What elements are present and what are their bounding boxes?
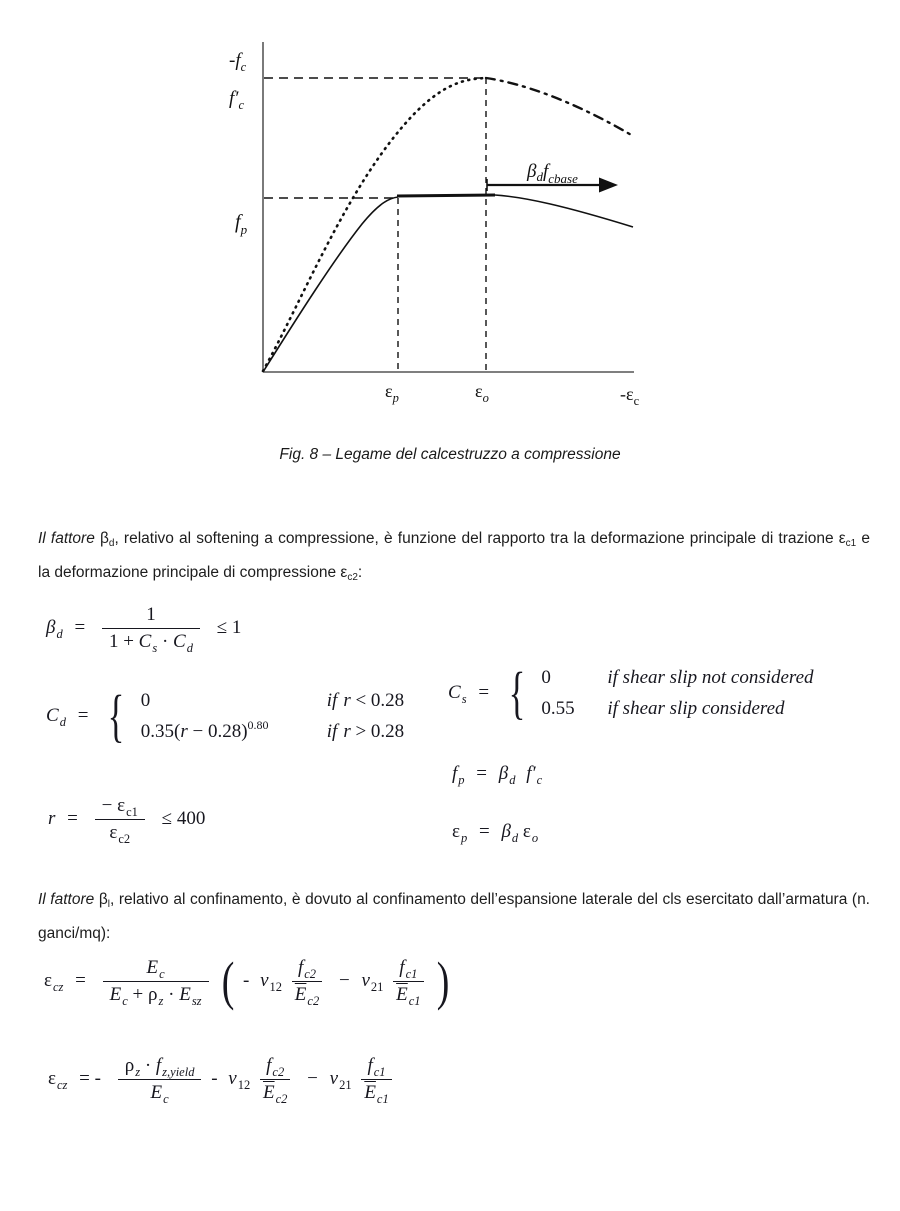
formula-eps-cz-1: $\varepsilon_{cz}$ = $\frac{E_c}{E_c + \rho_z \cdot E_{sz}}$ ( - $\nu_{12}$ $\frac{f_{c2}}{\overline{E}_{c2}}$ − $\nu_{21}$ $\frac{f_{c1}}{\overline{E}_{c1}}$ ) xyxy=(44,950,450,1011)
y-axis-label-fc: $-f_c$ xyxy=(229,50,247,74)
formula-f-p: $f_p = \beta_d$ $f'_c$ xyxy=(452,763,543,787)
x-label-eps-o: $\varepsilon_o$ xyxy=(475,381,489,405)
paragraph-lead: Il fattore xyxy=(38,530,100,547)
softened-curve-rising xyxy=(263,197,398,372)
fraction-fc2: $\frac{f_{c2}}{\overline{E}_{c2}}$ xyxy=(292,957,322,1006)
formula-r: r = $\frac{- \varepsilon_{c1}}{\varepsilon_{c2}}$ ≤ 400 xyxy=(48,795,206,846)
paragraph-softening-factor: Il fattore βd, relativo al softening a compressione, è funzione del rapporto tra la deformazione principale di trazione εc1 e la deformazione principale di compressione εc2: xyxy=(38,530,870,583)
figure-caption: Fig. 8 – Legame del calcestruzzo a compressione xyxy=(279,446,621,463)
paragraph-lead: Il fattore xyxy=(38,891,99,908)
formula-eps-cz-2: $\varepsilon_{cz}$ = - $\frac{\rho_z \cdot f_{z,yield}}{E_c}$ - $\nu_{12}$ $\frac{f_{c2}}{\overline{E}_{c2}}$ − $\nu_{21}$ $\frac{f_{c1}}{\overline{E}_{c1}}$ xyxy=(48,1055,397,1104)
base-curve-descending-dashdot xyxy=(486,78,633,136)
paragraph-confinement-factor: Il fattore βl, relativo al confinamento, è dovuto al confinamento dell’espansione laterale del cls esercitato dall’armatura (n. ganci/mq): xyxy=(38,891,870,942)
arrow-label-beta-fcbase: $\beta_df_{cbase}$ xyxy=(527,161,578,186)
open-paren: ( xyxy=(221,950,235,1011)
base-curve-rising-dotted xyxy=(263,78,486,371)
x-axis-label-eps-c: $-\varepsilon_c$ xyxy=(620,384,640,408)
fraction-rho: $\frac{\rho_z \cdot f_{z,yield}}{E_c}$ xyxy=(118,1055,202,1104)
cases-brace: { xyxy=(107,683,125,749)
softened-curve-plateau xyxy=(397,195,495,196)
formula-eps-p: $\varepsilon_p = \beta_d$ $\varepsilon_o$ xyxy=(452,821,539,845)
y-label-fp: $f_p$ xyxy=(235,211,248,237)
formula-beta-d: $\beta_d$ = $\frac{1}{1 + C_s \cdot C_d}$ ≤ 1 xyxy=(46,604,242,655)
fraction: $\frac{1}{1 + C_s \cdot C_d}$ xyxy=(102,604,200,653)
y-label-fc-peak: $f'_c$ xyxy=(229,88,244,112)
fraction-ec: $\frac{E_c}{E_c + \rho_z \cdot E_{sz}}$ xyxy=(103,957,209,1006)
stress-strain-figure xyxy=(0,0,900,430)
fraction-fc1: $\frac{f_{c1}}{\overline{E}_{c1}}$ xyxy=(393,957,423,1006)
beta-fcbase-arrow-head xyxy=(599,178,618,193)
cases-brace: { xyxy=(508,660,526,726)
softened-curve-descending xyxy=(495,195,633,227)
formula-c-d: $C_d$ = { 0 if r < 0.28 $0.35(r - 0.28)^{0.80}$ if r > 0.28 xyxy=(46,683,405,749)
close-paren: ) xyxy=(436,950,450,1011)
fraction-fc1: $\frac{f_{c1}}{\overline{E}_{c1}}$ xyxy=(361,1055,391,1104)
fraction: $\frac{- \varepsilon_{c1}}{\varepsilon_{c2}}$ xyxy=(95,795,145,844)
fraction-fc2: $\frac{f_{c2}}{\overline{E}_{c2}}$ xyxy=(260,1055,290,1104)
formula-c-s: $C_s$ = { 0 if shear slip not considered 0.55 if shear slip considered xyxy=(448,660,814,726)
cases-grid: 0 if shear slip not considered 0.55 if shear slip considered xyxy=(541,667,814,719)
x-label-eps-p: $\varepsilon_p$ xyxy=(385,381,399,405)
cases-grid: 0 if r < 0.28 $0.35(r - 0.28)^{0.80}$ if r > 0.28 xyxy=(140,690,405,742)
